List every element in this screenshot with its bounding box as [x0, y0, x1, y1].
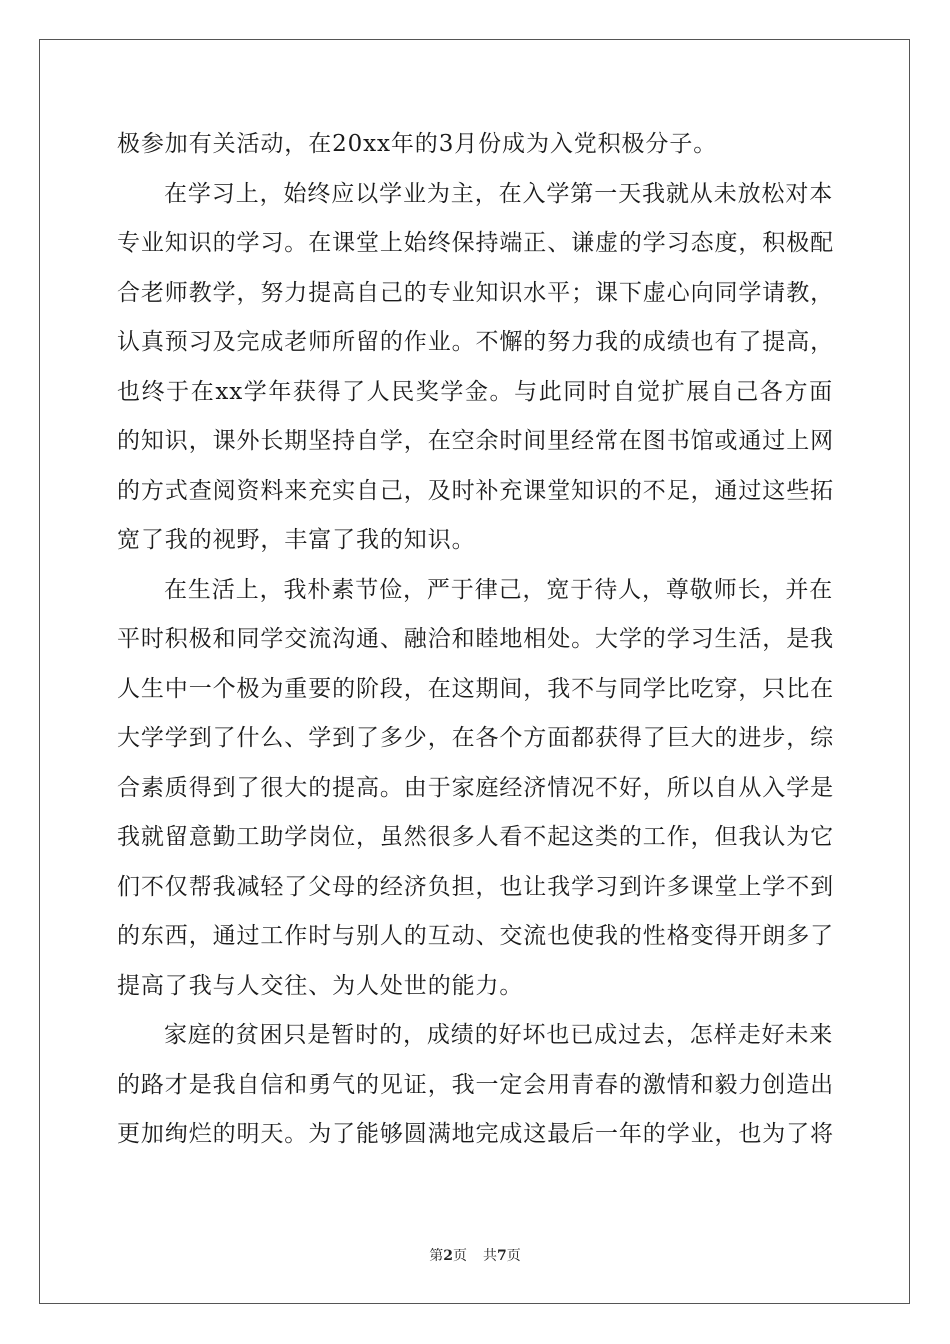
text-line: 的知识，课外长期坚持自学，在空余时间里经常在图书馆或通过上网: [117, 428, 834, 454]
text-line: 家庭的贫困只是暂时的，成绩的好坏也已成过去，怎样走好未来: [164, 1022, 834, 1048]
document-body: [117, 120, 833, 1160]
total-suffix: 页: [506, 1248, 521, 1264]
text-line: 极参加有关活动，在20xx年的3月份成为入党积极分子。: [117, 131, 718, 157]
total-prefix: 共: [483, 1248, 497, 1264]
text-line: 的方式查阅资料来充实自己，及时补充课堂知识的不足，通过这些拓: [117, 477, 834, 504]
text-line: 在生活上，我朴素节俭，严于律己，宽于待人，尊敬师长，并在: [164, 576, 834, 603]
text-line: 人生中一个极为重要的阶段，在这期间，我不与同学比吃穿，只比在: [117, 675, 834, 702]
text-line: 提高了我与人交往、为人处世的能力。: [117, 972, 524, 999]
text-line: 合老师教学，努力提高自己的专业知识水平；课下虚心向同学请教，: [117, 279, 834, 306]
text-line: 大学学到了什么、学到了多少，在各个方面都获得了巨大的进步，综: [117, 725, 834, 751]
text-line: 认真预习及完成老师所留的作业。不懈的努力我的成绩也有了提高，: [117, 329, 834, 355]
text-line: 我就留意勤工助学岗位，虽然很多人看不起这类的工作，但我认为它: [117, 824, 834, 850]
text-line: 们不仅帮我减轻了父母的经济负担，也让我学习到许多课堂上学不到: [117, 873, 834, 900]
current-page-number: 2: [443, 1248, 453, 1264]
text-line: 专业知识的学习。在课堂上始终保持端正、谦虚的学习态度，积极配: [117, 230, 834, 256]
text-line: 的路才是我自信和勇气的见证，我一定会用青春的激情和毅力创造出: [117, 1071, 834, 1098]
page-suffix: 页: [453, 1248, 467, 1264]
page-prefix: 第: [429, 1248, 444, 1264]
text-line: 更加绚烂的明天。为了能够圆满地完成这最后一年的学业，也为了将: [117, 1121, 834, 1147]
page-footer: [0, 1245, 950, 1265]
text-line: 宽了我的视野，丰富了我的知识。: [117, 527, 476, 553]
text-line: 在学习上，始终应以学业为主，在入学第一天我就从未放松对本: [164, 180, 834, 207]
text-line: 合素质得到了很大的提高。由于家庭经济情况不好，所以自从入学是: [117, 774, 834, 801]
total-page-number: 7: [497, 1248, 507, 1264]
text-line: 的东西，通过工作时与别人的互动、交流也使我的性格变得开朗多了: [117, 923, 834, 949]
text-line: 平时积极和同学交流沟通、融洽和睦地相处。大学的学习生活，是我: [117, 626, 834, 652]
text-line: 也终于在xx学年获得了人民奖学金。与此同时自觉扩展自己各方面: [117, 378, 833, 405]
